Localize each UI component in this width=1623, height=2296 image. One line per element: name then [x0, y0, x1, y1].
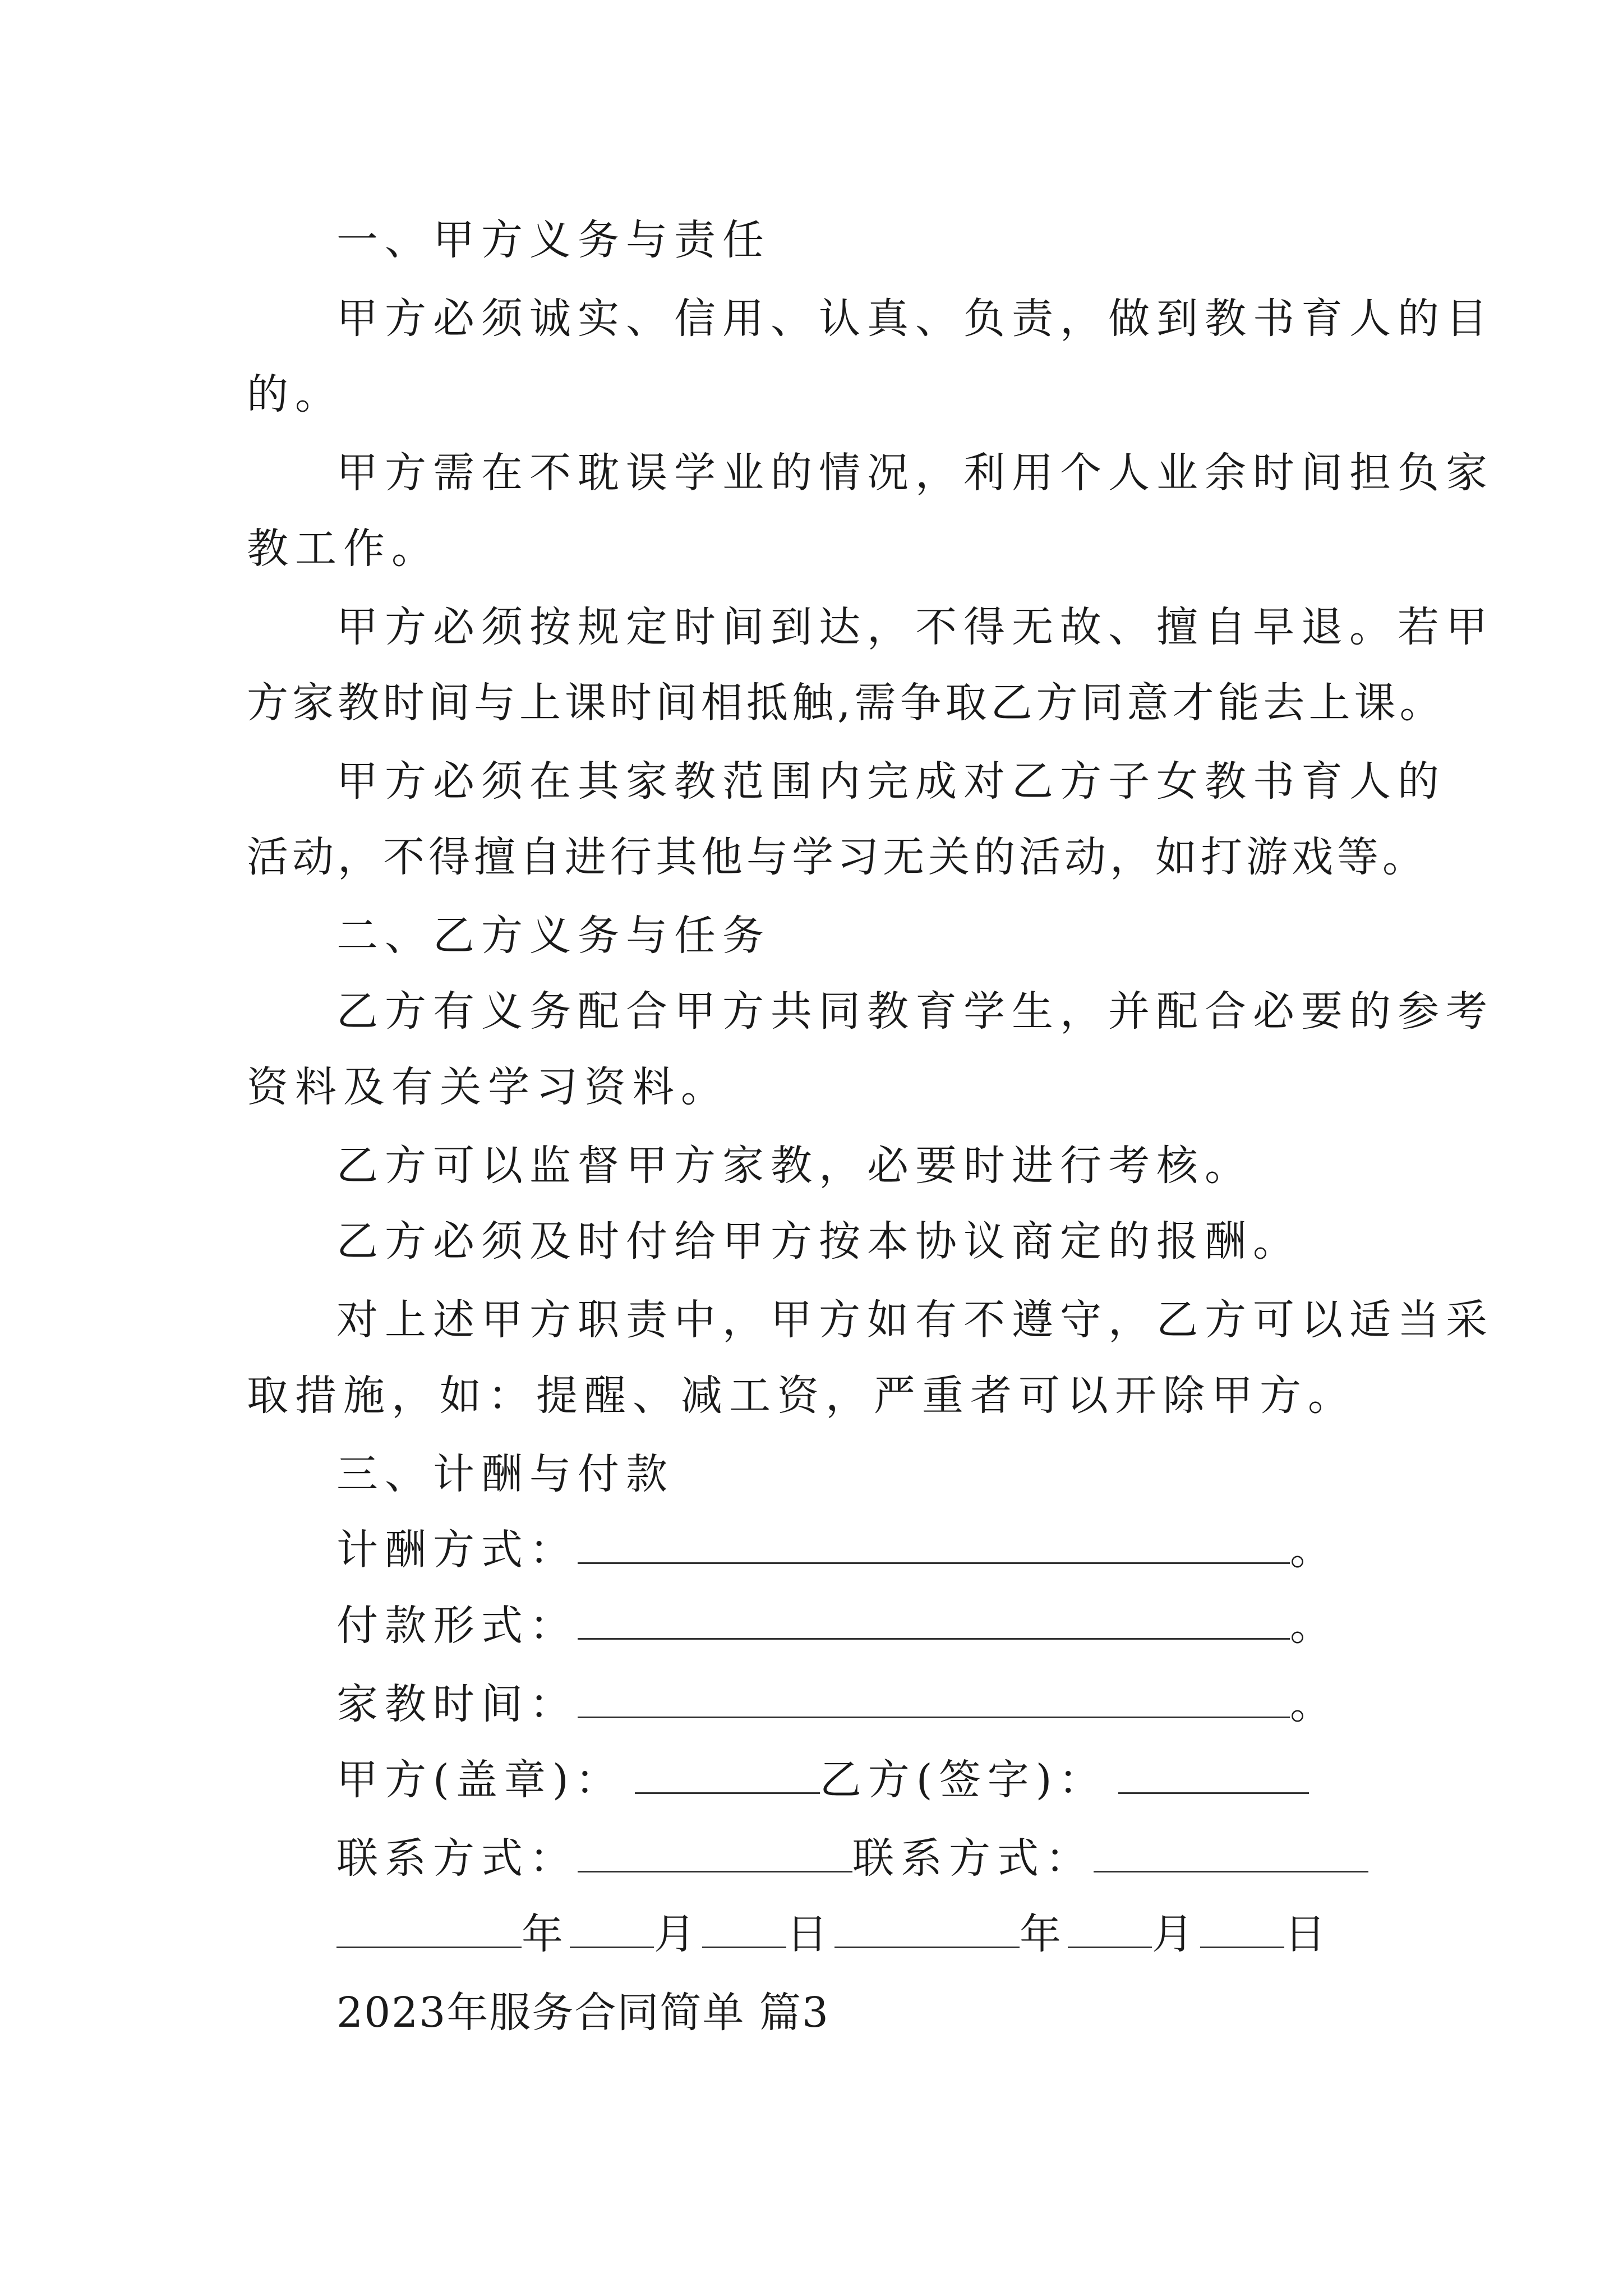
- tutor-time-label: 家教时间：: [336, 1680, 578, 1728]
- section-2-heading: 二、乙方义务与任务: [336, 912, 771, 960]
- paragraph-1-line-1: 甲方必须诚实、信用、认真、负责，做到教书育人的目: [336, 295, 1494, 343]
- contact-a-label: 联系方式：: [336, 1834, 578, 1883]
- date-a-day: 日: [786, 1910, 834, 1958]
- contact-b-blank[interactable]: [1094, 1836, 1368, 1872]
- payment-form-row: [336, 1598, 1338, 1654]
- date-b-month-blank[interactable]: [1068, 1912, 1152, 1948]
- paragraph-8-line-1: 对上述甲方职责中，甲方如有不遵守，乙方可以适当采: [336, 1296, 1494, 1344]
- pay-method-blank[interactable]: [578, 1527, 1290, 1564]
- party-b-sign-label: 乙方(签字)：: [819, 1756, 1107, 1804]
- paragraph-5-line-2: 资料及有关学习资料。: [247, 1063, 729, 1111]
- party-a-seal-blank[interactable]: [635, 1757, 820, 1794]
- tutor-time-blank[interactable]: [578, 1682, 1290, 1718]
- paragraph-4-line-1: 甲方必须在其家教范围内完成对乙方子女教书育人的: [336, 757, 1446, 806]
- date-b-month: 月: [1152, 1910, 1200, 1958]
- date-a-day-blank[interactable]: [702, 1912, 786, 1948]
- party-a-seal-label: 甲方(盖章)：: [336, 1756, 624, 1804]
- pay-method-period: 。: [1290, 1526, 1338, 1574]
- date-a-year: 年: [522, 1910, 570, 1958]
- paragraph-2-line-2: 教工作。: [247, 524, 440, 573]
- tutor-time-row: [336, 1676, 1338, 1732]
- contact-b-label: 联系方式：: [852, 1834, 1094, 1883]
- paragraph-1-line-2: 的。: [247, 370, 343, 418]
- payment-form-label: 付款形式：: [336, 1602, 578, 1650]
- date-b-day: 日: [1284, 1910, 1332, 1958]
- date-b-day-blank[interactable]: [1200, 1912, 1284, 1948]
- paragraph-3-line-2: 方家教时间与上课时间相抵触,需争取乙方同意才能去上课。: [247, 679, 1445, 727]
- signature-row: [336, 1752, 1309, 1808]
- paragraph-6: 乙方可以监督甲方家教，必要时进行考核。: [336, 1142, 1253, 1190]
- contact-row: [336, 1830, 1368, 1887]
- next-section-title: 2023年服务合同简单 篇3: [336, 1989, 829, 2037]
- payment-form-blank[interactable]: [578, 1603, 1290, 1640]
- contact-a-blank[interactable]: [578, 1836, 852, 1872]
- paragraph-3-line-1: 甲方必须按规定时间到达，不得无故、擅自早退。若甲: [336, 603, 1494, 651]
- tutor-time-period: 。: [1290, 1680, 1338, 1728]
- date-a-month: 月: [654, 1910, 702, 1958]
- pay-method-row: [336, 1522, 1338, 1578]
- paragraph-4-line-2: 活动，不得擅自进行其他与学习无关的活动，如打游戏等。: [247, 833, 1428, 881]
- paragraph-7: 乙方必须及时付给甲方按本协议商定的报酬。: [336, 1217, 1301, 1266]
- paragraph-8-line-2: 取措施，如：提醒、减工资，严重者可以开除甲方。: [247, 1372, 1356, 1420]
- section-3-heading: 三、计酬与付款: [336, 1450, 674, 1498]
- paragraph-2-line-1: 甲方需在不耽误学业的情况，利用个人业余时间担负家: [336, 449, 1494, 497]
- date-b-year-blank[interactable]: [834, 1912, 1020, 1948]
- date-row: [336, 1906, 1332, 1962]
- pay-method-label: 计酬方式：: [336, 1526, 578, 1574]
- date-a-year-blank[interactable]: [336, 1912, 522, 1948]
- section-1-heading: 一、甲方义务与责任: [336, 216, 771, 264]
- payment-form-period: 。: [1290, 1602, 1338, 1650]
- party-b-sign-blank[interactable]: [1118, 1757, 1309, 1794]
- date-a-month-blank[interactable]: [570, 1912, 654, 1948]
- paragraph-5-line-1: 乙方有义务配合甲方共同教育学生，并配合必要的参考: [336, 987, 1494, 1036]
- date-b-year: 年: [1020, 1910, 1068, 1958]
